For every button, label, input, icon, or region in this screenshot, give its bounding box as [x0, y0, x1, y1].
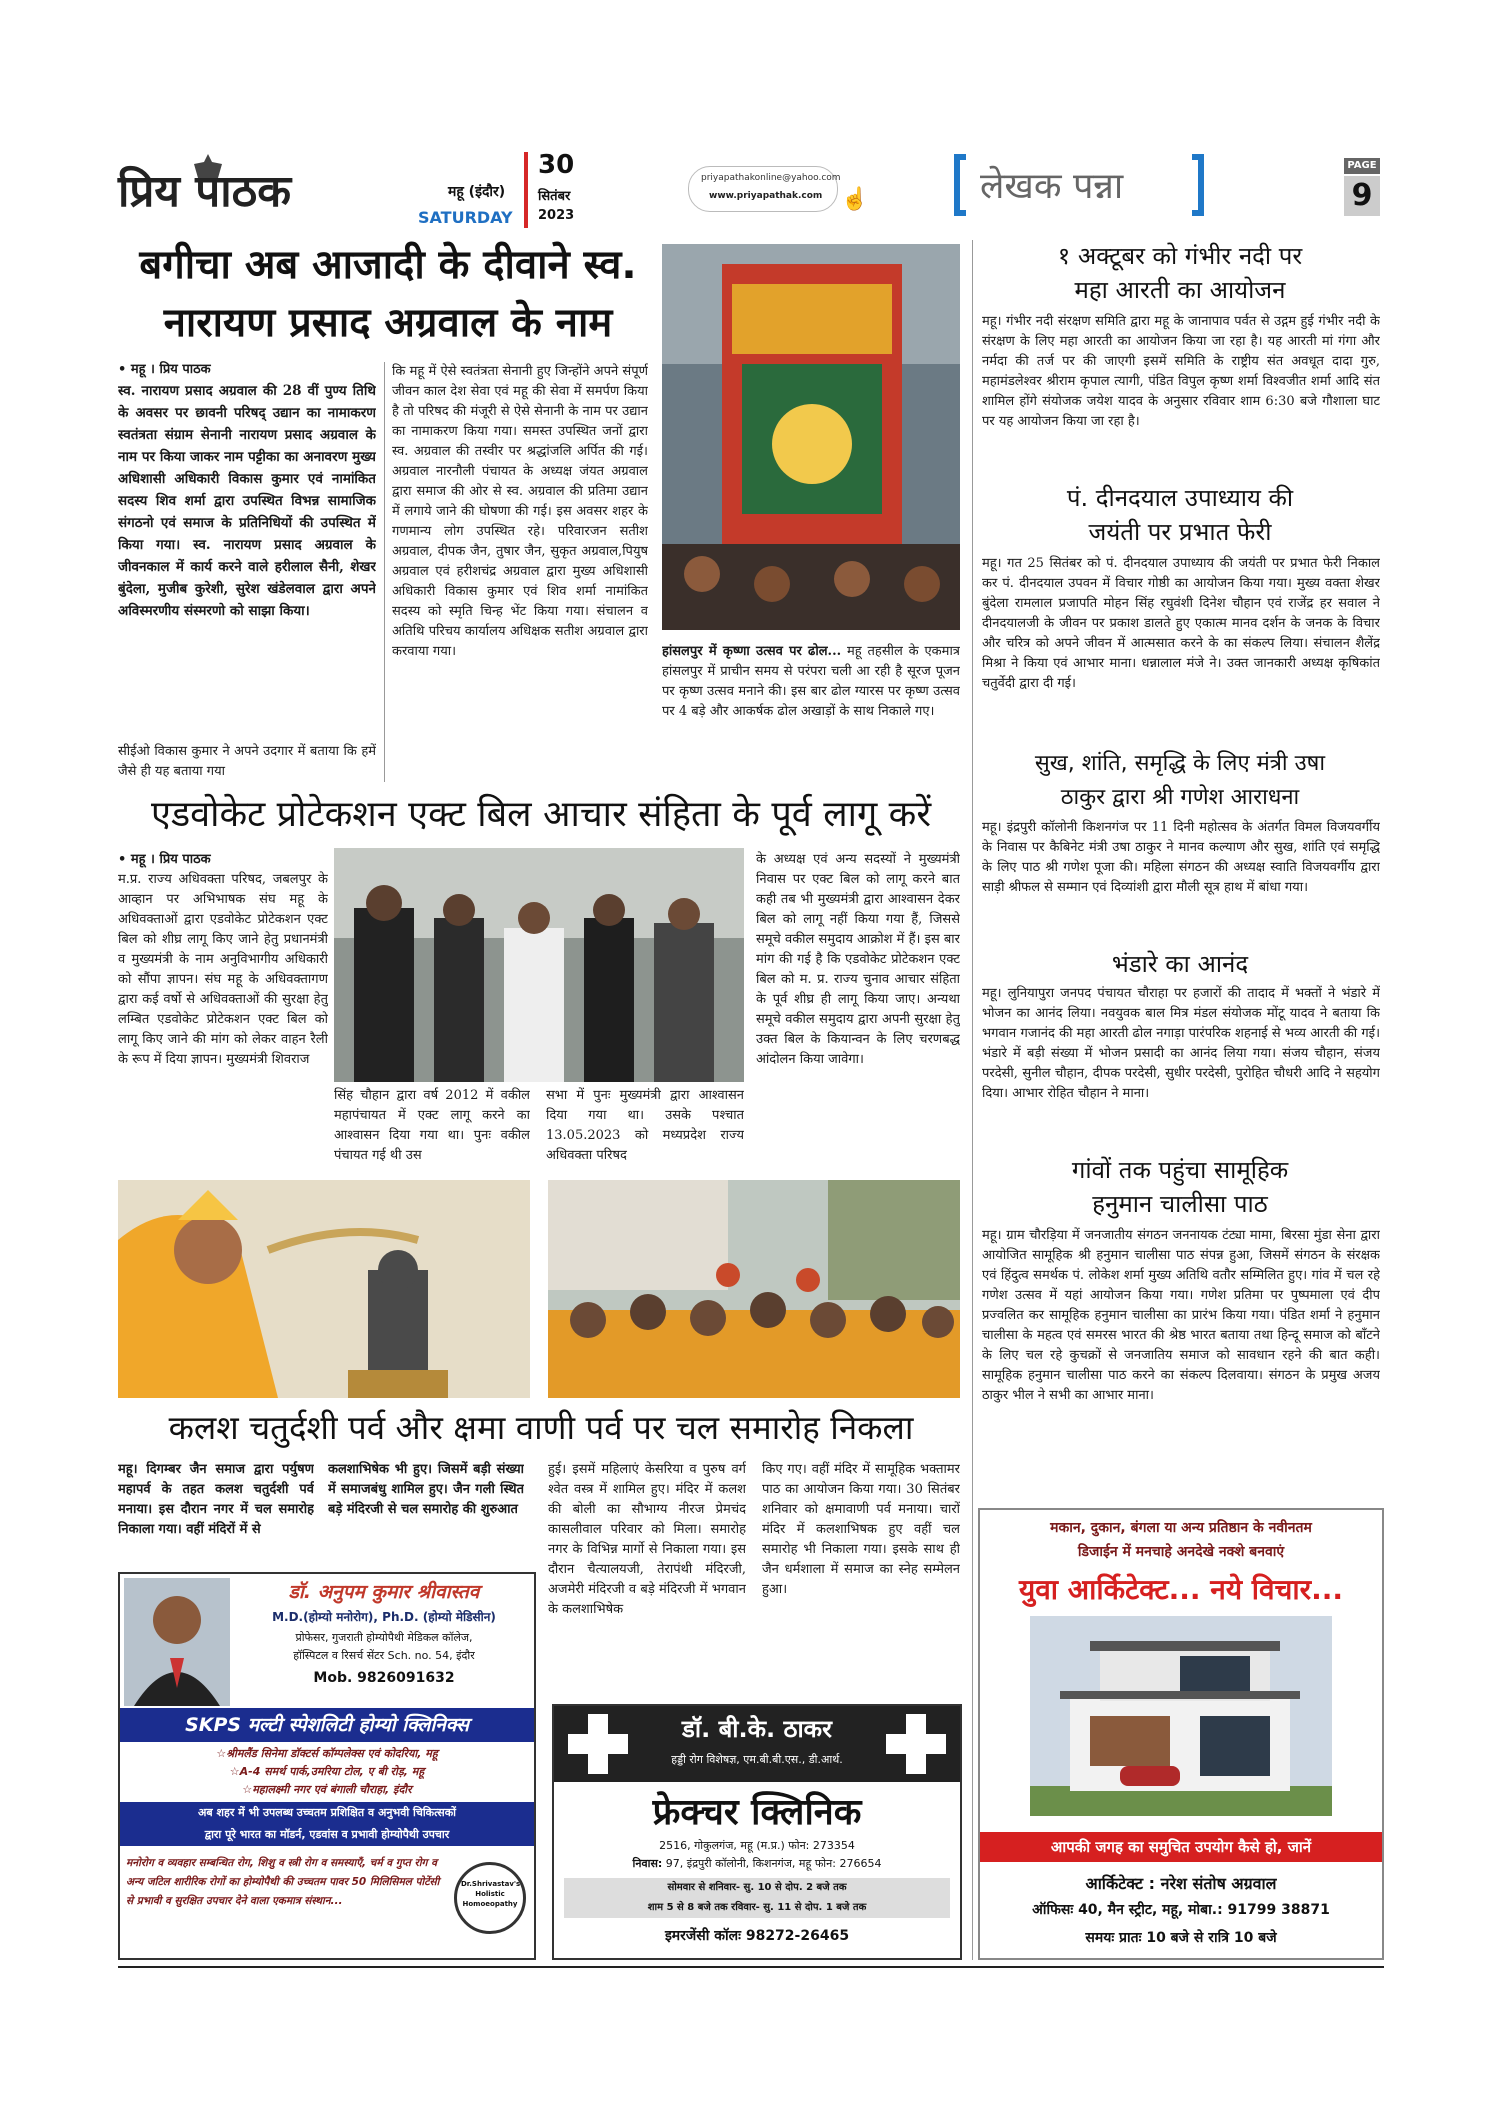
kalash-col3: हुई। इसमें महिलाएं केसरिया व पुरुष वर्ग श्वेत वस्त्र में शामिल हुए। मंदिर में कलश की बोली का सौभाग्य नीरज प्रेमचंद कासलीवाल परिवार को मिला। समारोह नगर के विभिन्न मार्गो से निकाला गया। इस दौरान चैत्यालयजी, तेरापंथी मंदिरजी, अजमेरी मंदिरजी व बड़े मंदिरजी में भगवान के कलशाभिषेक — [548, 1462, 746, 1617]
ad-homeopathy-clinic — [118, 1572, 536, 1960]
section-bracket-left — [954, 154, 966, 216]
edition-day: SATURDAY — [418, 208, 513, 227]
page-bottom-rule — [118, 1966, 1384, 1968]
kalash-col4: किए गए। वहीं मंदिर में सामूहिक भक्तामर पाठ का आयोजन किया गया। 30 सितंबर शनिवार को क्षमावाणी पर्व मनाया। चारों मंदिर में कलशाभिषक हुए वहीं चल समारोह भी निकाला गया। इसके साथ ही जैन धर्मशाला में समाज का स्नेह सम्मेलन हुआ। — [762, 1462, 960, 1597]
date-month: सितंबर — [538, 189, 571, 204]
ad-clinic-seal — [454, 1862, 526, 1934]
masthead-red-rule — [524, 152, 528, 228]
ad-doctor-name: डॉ. अनुपम कुमार श्रीवास्तव — [288, 1581, 480, 1603]
dol-caption-title: हांसलपुर में कृष्णा उत्सव पर ढोल... — [662, 644, 842, 659]
aarti-title-1: १ अक्टूबर को गंभीर नदी पर — [1057, 242, 1303, 270]
ad-clinic-address-3: ☆महालक्ष्मी नगर एवं बंगाली चौराहा, इंदौर — [242, 1783, 412, 1796]
page-label: PAGE — [1344, 158, 1380, 174]
medical-cross-icon-right — [886, 1714, 946, 1774]
kalash-abhishek-photo — [118, 1180, 530, 1398]
ad-fracture-clinic-name: फ्रेक्चर क्लिनिक — [652, 1792, 862, 1833]
lead-headline-line-1: बगीचा अब आजादी के दीवाने स्व. — [139, 242, 637, 288]
column-rule — [384, 362, 385, 782]
ad-clinic-tagline-1: अब शहर में भी उपलब्ध उच्चतम प्रशिक्षित व अनुभवी चिकित्सकों — [197, 1806, 457, 1819]
deendayal-title-1: पं. दीनदयाल उपाध्याय की — [1066, 484, 1294, 512]
logo-text: प्रिय पाठक — [118, 166, 292, 217]
kalash-procession-photo — [548, 1180, 960, 1398]
ganesh-title-2: ठाकुर द्वारा श्री गणेश आराधना — [1060, 785, 1300, 810]
logo — [118, 164, 358, 220]
ad-architect-office[interactable]: ऑफिसः 40, मैन स्ट्रीट, महू, मोबा.: 91799 38871 — [1032, 1902, 1330, 1918]
ad-architect — [978, 1508, 1384, 1960]
dol-festival-photo — [662, 244, 960, 630]
pointer-hand-icon: ☝ — [841, 187, 869, 212]
advocate-byline: • महू । प्रिय पाठक — [118, 852, 211, 867]
advocate-headline: एडवोकेट प्रोटेकशन एक्ट बिल आचार संहिता के पूर्व लागू करें — [150, 794, 932, 835]
medical-cross-icon-left — [568, 1714, 628, 1774]
email[interactable]: priyapathakonline@yahoo.com — [701, 173, 841, 183]
advocate-col2: सिंह चौहान द्वारा वर्ष 2012 में वकील महापंचायत में एक्ट लागू करने का आश्वासन दिया गया था। पुनः वकील पंचायत गई थी उस — [334, 1088, 530, 1163]
contact-box — [688, 166, 869, 212]
bhandara-title: भंडारे का आनंद — [1111, 950, 1249, 978]
aarti-body: महू। गंभीर नदी संरक्षण समिति द्वारा महू के जानापाव पर्वत से उद्गम हुई गंभीर नदी के संरक्षण के लिए महा आरती का आयोजन किया जा रहा है। यह आरती मां गंगा और नर्मदा की तर्ज पर की जाएगी इसमें समिति के राष्ट्रीय संत अवधूत दादा गुरु, महामंडलेश्वर श्रीराम कृपाल त्यागी, पंडित विपुल कृष्ण शर्मा विश्वजीत शर्मा आदि संत शामिल होंगे संयोजक जयेश यादव के अनुसार रविवार शाम 6:30 बजे गौशाला घाट पर यह आयोजन किया जा रहा है। — [982, 314, 1380, 429]
hanuman-title-1: गांवों तक पहुंचा सामूहिक — [1071, 1156, 1289, 1184]
ad-architect-time: समयः प्रातः 10 बजे से रात्रि 10 बजे — [1085, 1930, 1277, 1946]
advocate-col4: के अध्यक्ष एवं अन्य सदस्यों ने मुख्यमंत्री निवास पर एक्ट बिल को लागू करने बात कही तब भी मुख्यमंत्री द्वारा आश्वासन देकर बिल को लागू नहीं किया गया हैं, जिससे समूचे वकील समुदाय आक्रोश में हैं। इस बार मांग की गई है कि एडवोकेट प्रोटेकशन एक्ट बिल को म. प्र. राज्य चुनाव आचार संहिता के पूर्व शीघ्र ही लागू किया जाए। अन्यथा समूचे वकील समुदाय द्वारा अपनी सुरक्षा हेतु उक्त बिल के कियान्वन के लिए चरणबद्ध आंदोलन किया जावेगा। — [756, 852, 960, 1067]
ad-fracture-emergency[interactable]: इमरजेंसी कॉलः 98272-26465 — [664, 1928, 850, 1944]
ad-architect-house-render — [1030, 1616, 1332, 1816]
ad-clinic-seal-text: Dr.Shrivastav's Holistic Homoeopathy — [461, 1880, 521, 1908]
date-year: 2023 — [538, 208, 575, 223]
dol-caption-text: महू तहसील के एकमात्र हांसलपुर में प्राचीन समय से परंपरा चली आ रही है सूरज पूजन पर कृष्ण उत्सव मनाने की। इस बार ढोल ग्यारस पर कृष्ण उत्सव पर 4 बड़े और आकर्षक ढोल अखाड़ों के साथ निकाले गए। — [662, 644, 960, 719]
hanuman-body: महू। ग्राम चौरड़िया में जनजातीय संगठन जननायक टंट्या मामा, बिरसा मुंडा सेना द्वारा आयोजित सामूहिक श्री हनुमान चालीसा पाठ संपन्न हुआ, जिसमें संगठन के संरक्षक एवं हिंदुत्व समर्थक पं. लोकेश शर्मा मुख्य अतिथि वतौर सम्मिलित हुए। गांव में चल रहे गणेश उत्सव में यहां आयोजन किया गया। गणेश प्रतिमा पर पुष्पमाला एवं दीप प्रज्वलित कर सामूहिक हनुमान चालीसा का प्रारंभ किया गया। पंडित शर्मा ने हनुमान चालीसा के महत्व एवं समरस भारत की श्रेष्ठ भारत बताया तथा हिन्दू समाज को बाँटने के लिए चल रहे कुचक्रों से जनजातिय समाज को सावधान रहने की बात कही। सामूहिक हनुमान चालीसा पाठ करने का संकल्प दिलवाया। संगठन के प्रमुख अजय ठाकुर भील ने सभी का आभार माना। — [982, 1228, 1380, 1403]
ad-fracture-residence-label: निवास: — [632, 1857, 663, 1870]
ad-clinic-description: मनोरोग व व्यवहार सम्बन्धित रोग, शिशु व स्त्री रोग व समस्याएँ, चर्म व गुप्त रोग व अन्य जटिल शारीरिक रोगों का होम्योपैथी की उच्चतम पावर 50 मिलिसिमल पोटेंसी से प्रभावी व सुरक्षित उपचार देने वाला एकमात्र संस्थान... — [126, 1857, 440, 1907]
section-title: लेखक पन्ना — [980, 166, 1124, 207]
ad-architect-slogan: युवा आर्किटेक्ट... नये विचार... — [1018, 1573, 1344, 1606]
advocates-memorandum-photo — [334, 848, 744, 1082]
ad-doctor-degree: M.D.(होम्यो मनोरोग), Ph.D. (होम्यो मेडिसीन) — [272, 1610, 496, 1624]
ganesh-title-1: सुख, शांति, समृद्धि के लिए मंत्री उषा — [1034, 751, 1326, 776]
lead-col1-text: सीईओ विकास कुमार ने अपने उदगार में बताया कि हमें जैसे ही यह बताया गया — [118, 744, 376, 779]
ad-fracture-timings — [564, 1878, 950, 1918]
ad-clinic-banner: SKPS मल्टी स्पेशलिटी होम्यो क्लिनिक्स — [120, 1708, 534, 1742]
ad-fracture-time-1: सोमवार से शनिवार- सु. 10 से दोप. 2 बजे तक — [667, 1882, 847, 1893]
ad-clinic-tagline-2: द्वारा पूरे भारत का मॉडर्न, एडवांस व प्रभावी होम्योपैथी उपचार — [204, 1828, 450, 1841]
ad-fracture-residence — [554, 1856, 960, 1871]
lead-byline: • महू । प्रिय पाठक — [118, 362, 211, 377]
ad-doctor-post-2: हॉस्पिटल व रिसर्च सेंटर Sch. no. 54, इंदौर — [293, 1649, 475, 1662]
ad-fracture-address: 2516, गोकुलगंज, महू (म.प्र.) फोन: 273354 — [659, 1839, 855, 1852]
ad-fracture-residence-text: 97, इंद्रपुरी कॉलोनी, किशनगंज, महू फोन: 276654 — [665, 1857, 882, 1870]
aarti-title-2: महा आरती का आयोजन — [1074, 276, 1286, 304]
page-number: 9 — [1344, 176, 1380, 216]
ad-clinic-address-2: ☆A-4 समर्थ पार्क,उमरिया टोल, ए बी रोड़, महू — [229, 1765, 425, 1778]
kalash-headline: कलश चतुर्दशी पर्व और क्षमा वाणी पर्व पर चल समारोह निकला — [168, 1408, 914, 1447]
bhandara-body: महू। लुनियापुरा जनपद पंचायत चौराहा पर हजारों की तादाद में भक्तों ने भंडारे में भोजन का आनंद लिया। नवयुवक बाल मित्र मंडल संयोजक मोंटू यादव ने बताया कि भगवान गजानंद की महा आरती ढोल नगाड़ा पारंपरिक शहनाई से भव्य आरती की गई। भंडारे में बड़ी संख्या में भोजन प्रसादी का आनंद लिया गया। संजय चौहान, संजय परदेसी, सुनील चौहान, दीपक परदेसी, सुधीर परदेसी, पुरोहित चौधरी आदि ने सहयोग दिया। आभार रोहित चौहान ने माना। — [982, 986, 1380, 1101]
ad-fracture-time-2: शाम 5 से 8 बजे तक रविवार- सु. 11 से दोप. 1 बजे तक — [647, 1902, 867, 1913]
advocate-col1: म.प्र. राज्य अधिवक्ता परिषद, जबलपुर के आव्हान पर अभिभाषक संघ महू के अधिवक्ताओं द्वारा एडवोकेट प्रोटेकशन एक्ट बिल को शीघ्र लागू किए जाने हेतु प्रधानमंत्री व मुख्यमंत्री के नाम अनुविभागीय अधिकारी को सौंपा ज्ञापन। संघ महू के अधिवक्तागण द्वारा कई वर्षो से अधिवक्ताओं की सुरक्षा हेतु लम्बित एडवोकेट प्रोटेकशन एक्ट बिल को लागू किए जाने की मांग को लेकर वाहन रैली के रूप में दिया ज्ञापन। मुख्यमंत्री शिवराज — [118, 872, 328, 1067]
kalash-col1: महू। दिगम्बर जैन समाज द्वारा पर्युषण महापर्व के तहत कलश चतुर्दशी पर्व मनाया। इस दौरान नगर में चल समारोह निकाला गया। वहीं मंदिरों में से — [118, 1462, 314, 1537]
ad-doctor-mobile[interactable]: Mob. 9826091632 — [313, 1670, 455, 1686]
ad-fracture-spec: हड्डी रोग विशेषज्ञ, एम.बी.बी.एस., डी.आर्थ. — [671, 1753, 843, 1766]
lead-col2-text: कि महू में ऐसे स्वतंत्रता सेनानी हुए जिन्होंने अपने संपूर्ण जीवन काल देश सेवा एवं महू की सेवा में समर्पण किया है तो परिषद की मंजूरी से ऐसे सेनानी के नाम पर उद्यान का नामाकरण किया गया। समस्त उपस्थित जनों द्वारा स्व. अग्रवाल की तस्वीर पर श्रद्धांजलि अर्पित की गई। अग्रवाल नारनौली पंचायत के अध्यक्ष जंयत अग्रवाल द्वारा समाज की ओर से स्व. अग्रवाल की प्रतिमा उद्यान में लगाये जाने की घोषणा की गई। इस अवसर शहर के गणमान्य लोग उपस्थित रहे। परिवारजन सतीश अग्रवाल, दीपक जैन, तुषार जैन, सुकृत अग्रवाल,पियुष अग्रवाल एवं हरीशचंद्र अग्रवाल द्वारा मुख्य अधिशासी अधिकारी विकास कुमार एवं शिव शर्मा नामांकित सदस्य को स्मृति चिन्ह भेंट किया गया। संचालन व अतिथि परिचय कार्यालय अधिक्षक सतीश अग्रवाल द्वारा करवाया गया। — [392, 364, 648, 659]
lead-intro: स्व. नारायण प्रसाद अग्रवाल की 28 वीं पुण्य तिथि के अवसर पर छावनी परिषद् उद्यान का नामाकरण स्वतंत्रता संग्राम सेनानी नारायण प्रसाद अग्रवाल के नाम पर किया जाकर नाम पट्टीका का अनावरण मुख्य अधिशासी अधिकारी विकास कुमार एवं नामांकित सदस्य शिव शर्मा द्वारा उपस्थित विभन्न सामाजिक संगठनो एवं समाज के प्रतिनिधियों की उपस्थित में किया गया। स्व. नारायण प्रसाद अग्रवाल के जीवनकाल में कार्य करने वाले हरीलाल सैनी, शेखर बुंदेला, मुजीब कुरेशी, सुरेश खंडेलवाल द्वारा अपने अविस्मरणीय संस्मरणो को साझा किया। — [118, 383, 376, 619]
kalash-col2 — [328, 1460, 524, 1560]
edition-place: महू (इंदौर) — [448, 184, 506, 200]
website[interactable]: www.priyapathak.com — [709, 191, 823, 201]
ad-clinic-address-1: ☆श्रीमलैंड सिनेमा डॉक्टर्स कॉम्पलेक्स एवं कोदरिया, महू — [216, 1747, 438, 1760]
hanuman-title-2: हनुमान चालीसा पाठ — [1092, 1190, 1268, 1218]
kalash-col2-text: कलशाभिषेक भी हुए। जिसमें बड़ी संख्या में समाजबंधु शामिल हुए। जैन गली स्थित बड़े मंदिरजी से चल समारोह की शुरुआत — [328, 1462, 524, 1517]
right-column-rule — [972, 240, 973, 1960]
ad-architect-line-2: डिजाईन में मनचाहे अनदेखे नक्शे बनवाएं — [1077, 1544, 1285, 1560]
ad-fracture-clinic — [552, 1704, 962, 1960]
ad-fracture-doctor: डॉ. बी.के. ठाकर — [682, 1715, 832, 1743]
date-number: 30 — [538, 150, 575, 180]
section-bracket-right — [1192, 154, 1204, 216]
deendayal-body: महू। गत 25 सितंबर को पं. दीनदयाल उपाध्याय की जयंती पर प्रभात फेरी निकाल कर पं. दीनदयाल उपवन में विचार गोष्ठी का आयोजन किया गया। मुख्य वक्ता शेखर बुंदेला रामलाल प्रजापति मोहन सिंह रघुवंशी दिनेश चौहान एवं राजेंद्र हर सवाल ने दीनदयालजी के जीवन पर प्रकाश डालते हुए एकात्म मानव दर्शन के जनक के विचार और चरित्र को अपने जीवन में आत्मसात करने के का संकल्प लिया। संचालन शैलेंद्र मिश्रा ने किया एवं आभार माना। धन्नालाल मंजे ने। उक्त जानकारी अध्यक्ष कृषिकांत चतुर्वेदी द्वारा दी गई। — [982, 556, 1380, 691]
deendayal-title-2: जयंती पर प्रभात फेरी — [1088, 518, 1272, 546]
ad-doctor-post-1: प्रोफेसर, गुजराती होम्योपैथी मेडिकल कॉलेज, — [295, 1631, 473, 1644]
ganesh-body: महू। इंद्रपुरी कॉलोनी किशनगंज पर 11 दिनी महोत्सव के अंतर्गत विमल विजयवर्गीय के निवास पर कैबिनेट मंत्री उषा ठाकुर ने मानव कल्याण और सुख, शांति एवं समृद्धि के लिए पाठ श्री गणेश पूजा की। महिला संगठन की अध्यक्ष स्वाति विजयवर्गीय द्वारा साड़ी श्रीफल से सम्मान एवं दिव्यांशी द्वारा मौली सूत्र हाथ में बांधा गया। — [982, 820, 1380, 895]
ad-architect-name: आर्किटेक्ट : नरेश संतोष अग्रवाल — [1085, 1874, 1277, 1893]
advocate-col3: सभा में पुनः मुख्यमंत्री द्वारा आश्वासन दिया गया था। उसके पश्चात 13.05.2023 को मध्यप्रदेश राज्य अधिवक्ता परिषद — [546, 1088, 744, 1163]
masthead — [118, 150, 1388, 230]
ad-architect-banner: आपकी जगह का समुचित उपयोग कैसे हो, जानें — [980, 1832, 1382, 1862]
ad-clinic-tagline — [120, 1802, 534, 1846]
ad-architect-line-1: मकान, दुकान, बंगला या अन्य प्रतिष्ठान के नवीनतम — [1050, 1520, 1312, 1536]
lead-headline-line-2: नारायण प्रसाद अग्रवाल के नाम — [163, 300, 613, 346]
doctor-portrait — [124, 1578, 230, 1706]
dol-caption — [662, 642, 960, 782]
